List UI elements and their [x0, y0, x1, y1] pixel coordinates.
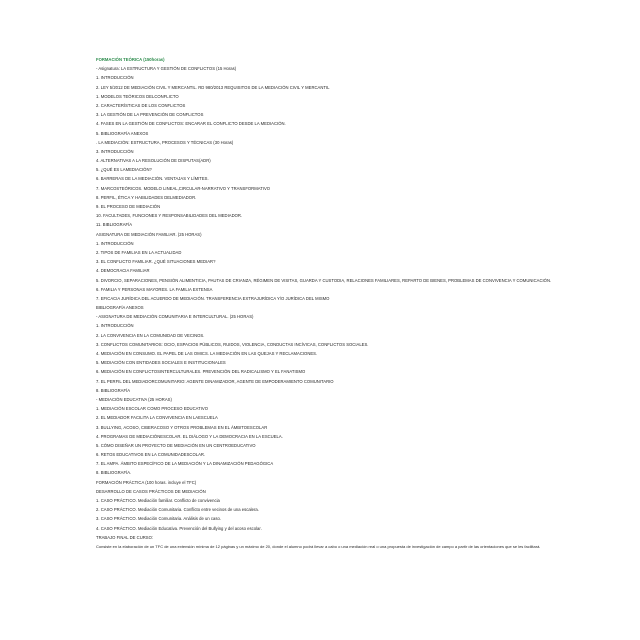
content-line: DESARROLLO DE CASOS PRÁCTICOS DE MEDIACIÓN	[96, 488, 206, 494]
content-line: 1. MEDIACIÓN ESCOLAR COMO PROCESO EDUCATIVO	[96, 406, 208, 412]
content-line: 3. CONFLICTOS COMUNITARIOS: OCIO, ESPACIOS PÚBLICOS, RUIDOS, VIOLENCIA, CONDUCTAS INCÍVICAS, CONFLICTOS SOCIALES.	[96, 341, 369, 347]
content-line: 1. CASO PRÁCTICO. Mediación familiar. Conflicto de convivencia	[96, 498, 220, 503]
content-line: 6. RETOS EDUCATIVOS EN LA COMUNIDADESCOLAR.	[96, 452, 206, 458]
content-line: 7. EL AMPA. ÁMBITO ESPECÍFICO DE LA MEDIACIÓN Y LA DINAMIZACIÓN PEDAGÓGICA	[96, 461, 274, 467]
content-line: 2. LA CONVIVENCIA EN LA COMUNIDAD DE VECINOS.	[96, 332, 205, 338]
content-line: 5. BIBLIOGRAFÍA ANEXOS	[96, 130, 149, 136]
content-line: 5. CÓMO DISEÑAR UN PROYECTO DE MEDIACIÓN EN UN CENTROEDUCATIVO	[96, 442, 256, 448]
content-line: BIBLIOGRAFÍA ANEXOS	[96, 305, 144, 311]
content-line: ASIGNATURA DE MEDIACIÓN FAMILIAR. (25 HORAS)	[96, 231, 202, 237]
closing-paragraph: Consiste en la elaboración de un TFC de una extensión mínima de 12 páginas y un máximo de 20, donde el alumno podrá llevar a cabo o una mediación real o una propuesta de investigación de campo a partir de las orientaciones que se les facilitará.	[96, 543, 541, 549]
content-line: 2. LEY 5/2012 DE MEDIACIÓN CIVIL Y MERCANTIL. RD 980/2013 REQUISITOS DE LA MEDIACIÓN CIVIL Y MERCANTIL	[96, 84, 330, 90]
content-line: 6. BARRERAS DE LA MEDIACIÓN. VENTAJAS Y LÍMITES.	[96, 176, 209, 182]
content-line: 4. PROGRAMAS DE MEDIACIÓNESCOLAR. EL DIÁLOGO Y LA DEMOCRACIA EN LA ESCUELA.	[96, 433, 283, 439]
content-line: 5. MEDIACIÓN CON ENTIDADES SOCIALES E INSTITUCIONALES	[96, 360, 226, 366]
content-line: 1. MODELOS TEÓRICOS DELCONFLICTO	[96, 93, 179, 99]
content-line: - MEDIACIÓN EDUCATIVA (25 HORAS)	[96, 396, 172, 402]
content-line: 3. CASO PRÁCTICO. Mediación Comunitaria. Análisis de un caso.	[96, 516, 222, 522]
content-line: 3. EL CONFLICTO FAMILIAR. ¿QUÉ SITUACIONES MEDIAR?	[96, 259, 216, 265]
content-line: 11. BIBLIOGRAFÍA	[96, 222, 133, 228]
content-line: 2. EL MEDIADOR FACILITA LA CONVIVENCIA EN LAESCUELA	[96, 415, 218, 421]
content-line: 7. EFICACIA JURÍDICA DEL ACUERDO DE MEDIACIÓN. TRANSFERENCIA EXTRAJURÍDICA Y/O JURÍDICA DEL MISMO	[96, 295, 330, 301]
content-line: 3. INTRODUCCIÓN	[96, 148, 134, 154]
content-line: 3. LA GESTIÓN DE LA PREVENCIÓN DE CONFLICTOS	[96, 112, 204, 118]
content-line: 4. DEMOCRACIA FAMILIAR	[96, 268, 150, 274]
content-line: 6. FAMILIA Y PERSONAS MAYORES. LA FAMILIA EXTENSA	[96, 286, 213, 292]
content-line: 2. CARACTERÍSTICAS DE LOS CONFLICTOS	[96, 102, 186, 108]
content-lines	[96, 64, 636, 542]
content-line: FORMACIÓN PRÁCTICA (100 horas. incluye el TFC)	[96, 479, 197, 485]
content-line: 7. MARCOSTEÓRICOS. MODELO LINEAL,CIRCULAR-NARRATIVO Y TRANSFORMATIVO	[96, 185, 271, 191]
content-line: 1. INTRODUCCIÓN	[96, 240, 134, 246]
content-line: 1. INTRODUCCIÓN	[96, 323, 134, 329]
content-line: 3. BULLYING, ACOSO, CIBERACOSO Y OTROS PROBLEMAS EN EL ÁMBITOESCOLAR	[96, 424, 268, 430]
content-line: 4. ALTERNATIVAS A LA RESOLUCIÓN DE DISPUTAS(ADR)	[96, 158, 211, 164]
content-line: 10. FACULTADES, FUNCIONES Y RESPONSABILIDADES DEL MEDIADOR.	[96, 213, 243, 219]
content-line: . LA MEDIACIÓN: ESTRUCTURA, PROCESOS Y TÉCNICAS (30 Horas)	[96, 139, 234, 145]
content-line: 8. BIBLIOGRAFÍA.	[96, 470, 132, 476]
content-line: 2. CASO PRÁCTICO. Mediación Comunitaria. Conflicto entre vecinos de una escalera.	[96, 507, 259, 513]
content-line: - Asignatura: LA ESTRUCTURA Y GESTIÓN DE CONFLICTOS (15 Horas)	[96, 66, 237, 72]
content-line: 4. FASES EN LA GESTIÓN DE CONFLICTOS: ENCARAR EL CONFLICTO DESDE LA MEDIACIÓN.	[96, 121, 286, 127]
content-line: 5. DIVORCIO, SEPARACIONES, PENSIÓN ALIMENTICIA, PAUTAS DE CRIANZA, RÉGIMEN DE VISITAS, GUARDA Y CUSTODIA, RELACIONES FAMILIARES, REPARTO DE BIENES, PROBLEMAS DE CONVIVENCIA Y COMUNICACIÓN.	[96, 277, 552, 283]
content-line: 7. EL PERFIL DEL MEDIADORCOMUNITARIO: AGENTE DINAMIZADOR, AGENTE DE EMPODERAMIENTO COMUNITARIO	[96, 378, 334, 384]
content-line: 9. EL PROCESO DE MEDIACIÓN	[96, 204, 161, 209]
content-line: 6. MEDIACIÓN EN CONFLICTOSINTERCULTURALES. PREVENCIÓN DEL RADICALISMO Y EL FANATISMO	[96, 369, 306, 375]
document-page	[96, 55, 636, 551]
content-line: 4. CASO PRÁCTICO. Mediación Educativa. Prevención del Bullying y del acoso escolar.	[96, 525, 262, 531]
content-line: 8. PERFIL, ÉTICA Y HABILIDADES DELMEDIADOR.	[96, 194, 197, 200]
content-line: 2. TIPOS DE FAMILIAS EN LA ACTUALIDAD	[96, 249, 182, 255]
content-line: 1. INTRODUCCIÓN	[96, 75, 134, 81]
content-line: 5. ¿QUÉ ES LAMEDIACIÓN?	[96, 167, 152, 173]
content-line: 8. BIBLIOGRAFÍA	[96, 387, 131, 393]
content-line: 4. MEDIACIÓN EN CONSUMO. EL PAPEL DE LAS OMICS. LA MEDIACIÓN EN LAS QUEJAS Y RECLAMACIONES.	[96, 351, 318, 356]
content-line: TRABAJO FINAL DE CURSO:	[96, 534, 154, 540]
content-line: - ASIGNATURA DE MEDIACIÓN COMUNITARIA E INTERCULTURAL. (25 HORAS)	[96, 314, 254, 320]
section-title: FORMACIÓN TEÓRICA (150horas)	[96, 57, 165, 62]
